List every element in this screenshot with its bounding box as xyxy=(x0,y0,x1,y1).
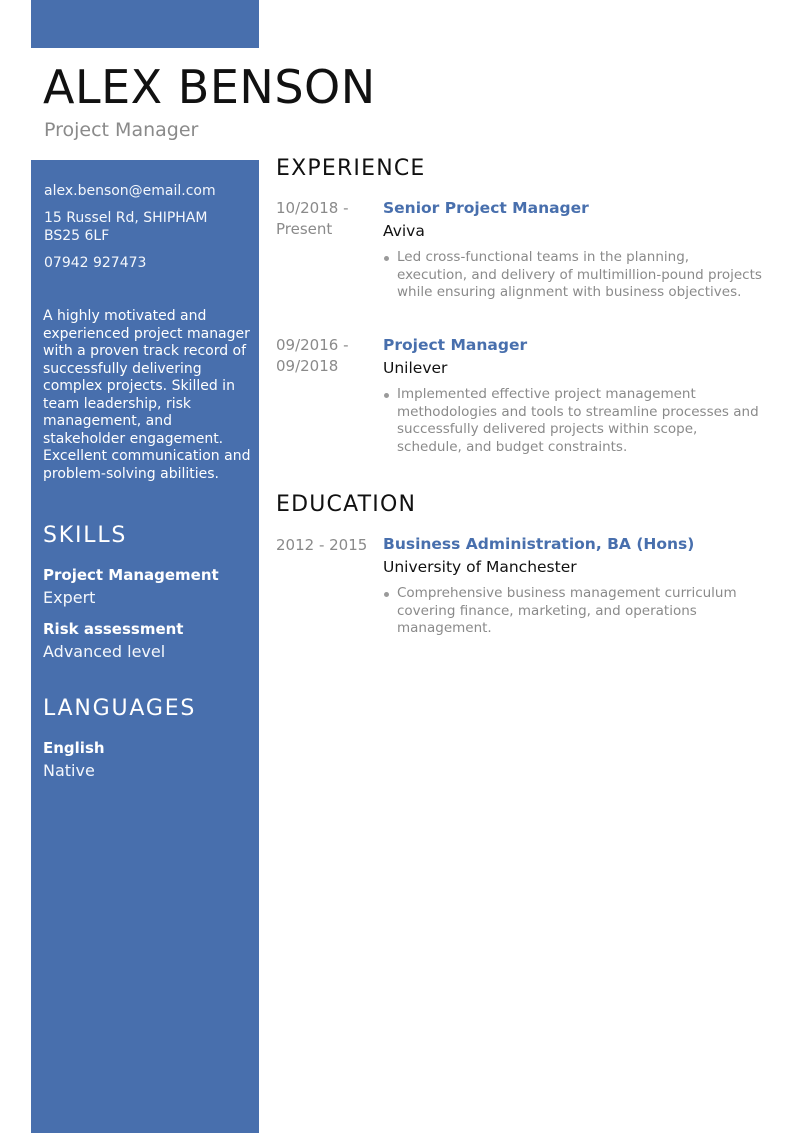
education-bullet xyxy=(397,585,762,638)
job-bullet xyxy=(397,249,762,302)
experience-date-end: 09/2018 xyxy=(276,357,339,375)
skill-name: Project Management xyxy=(43,566,219,584)
language-name: English xyxy=(43,739,105,757)
company-name: Aviva xyxy=(383,222,425,240)
job-bullet-text: Implemented effective project management methodologies and tools to streamline processes and successfully delivered projects within scope, schedule, and budget constraints. xyxy=(397,386,759,455)
degree-title: Business Administration, BA (Hons) xyxy=(383,535,695,553)
education-heading: EDUCATION xyxy=(276,492,417,517)
contact-address-line1: 15 Russel Rd, SHIPHAM xyxy=(44,210,208,226)
skill-name: Risk assessment xyxy=(43,620,184,638)
sidebar xyxy=(31,160,259,1133)
experience-date-start: 10/2018 - xyxy=(276,199,349,217)
education-dates: 2012 - 2015 xyxy=(276,536,368,554)
job-title: Project Manager xyxy=(383,336,528,354)
skill-level: Advanced level xyxy=(43,642,166,661)
job-bullet-text: Led cross-functional teams in the planning, execution, and delivery of multimillion-pound projects while ensuring alignment with business objectives. xyxy=(397,249,762,300)
job-bullet xyxy=(397,386,762,456)
bullet-dot-icon xyxy=(384,256,389,261)
bullet-dot-icon xyxy=(384,393,389,398)
language-level: Native xyxy=(43,761,95,780)
school-name: University of Manchester xyxy=(383,558,577,576)
company-name: Unilever xyxy=(383,359,448,377)
skill-level: Expert xyxy=(43,588,96,607)
profile-summary: A highly motivated and experienced project manager with a proven track record of successfully delivering complex projects. Skilled in team leadership, risk management, and stakeholder engagement. Excellent communication and problem-solving abilities. xyxy=(43,308,251,482)
contact-address-line2: BS25 6LF xyxy=(44,228,110,244)
experience-date-end: Present xyxy=(276,220,333,238)
contact-email: alex.benson@email.com xyxy=(44,183,216,199)
job-title: Senior Project Manager xyxy=(383,199,589,217)
candidate-role: Project Manager xyxy=(44,119,199,141)
education-bullet-text: Comprehensive business management curriculum covering finance, marketing, and operations management. xyxy=(397,585,737,636)
top-accent-bar xyxy=(31,0,259,48)
contact-phone: 07942 927473 xyxy=(44,255,147,271)
languages-heading: LANGUAGES xyxy=(43,696,197,721)
skills-heading: SKILLS xyxy=(43,523,128,548)
candidate-name: ALEX BENSON xyxy=(43,60,376,114)
bullet-dot-icon xyxy=(384,592,389,597)
experience-date-start: 09/2016 - xyxy=(276,336,349,354)
experience-heading: EXPERIENCE xyxy=(276,156,426,181)
